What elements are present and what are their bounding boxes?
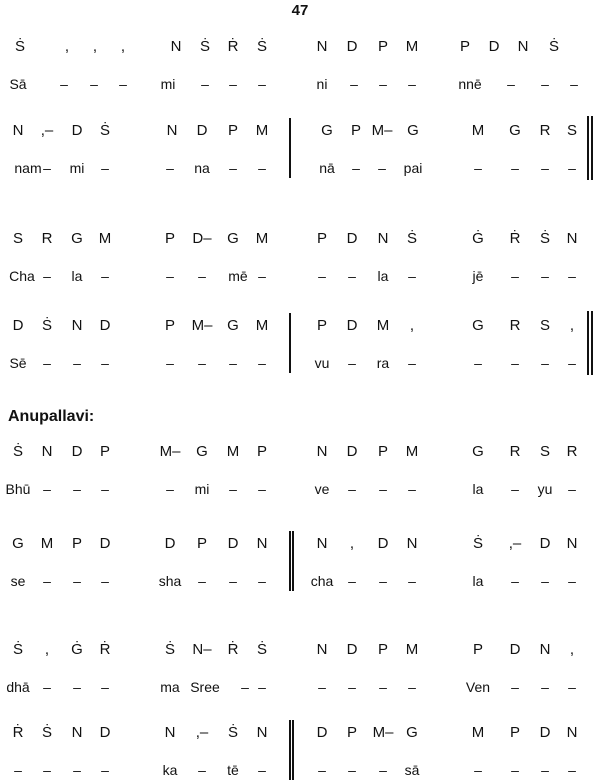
sahitya-syllable: cha (310, 573, 334, 589)
swara-note: , (569, 641, 575, 658)
sahitya-syllable: mi (194, 481, 210, 497)
sahitya-syllable: – (474, 762, 482, 778)
swara-note: G (472, 317, 484, 334)
sahitya-syllable: – (379, 762, 387, 778)
sahitya-syllable: – (570, 76, 578, 92)
swara-note: G (321, 122, 333, 139)
sahitya-syllable: Sree (190, 679, 220, 695)
swara-note: N (71, 317, 83, 334)
swara-note: G (509, 122, 521, 139)
sahitya-syllable: – (541, 268, 549, 284)
sahitya-syllable: – (101, 355, 109, 371)
sahitya-syllable: – (73, 481, 81, 497)
swara-note: N (316, 38, 328, 55)
sahitya-syllable: – (101, 160, 109, 176)
swara-note: D (488, 38, 500, 55)
swara-note: Ṙ (99, 641, 111, 658)
sahitya-syllable: la (472, 573, 484, 589)
sahitya-syllable: la (472, 481, 484, 497)
swara-note: M– (191, 317, 213, 334)
notation-line (0, 38, 600, 98)
swara-note: D (346, 38, 358, 55)
sahitya-syllable: – (474, 160, 482, 176)
notation-line (0, 122, 600, 182)
swara-note: P (99, 443, 110, 460)
sahitya-syllable: – (43, 355, 51, 371)
swara-note: ,– (508, 535, 522, 552)
sahitya-syllable: – (541, 160, 549, 176)
swara-note: M (40, 535, 54, 552)
sahitya-syllable: – (408, 481, 416, 497)
sahitya-syllable: ve (314, 481, 330, 497)
sahitya-syllable: vu (314, 355, 330, 371)
swara-note: M (471, 122, 485, 139)
swara-note: M– (371, 122, 393, 139)
swara-note: P (472, 641, 483, 658)
sahitya-syllable: – (379, 481, 387, 497)
sahitya-syllable: – (166, 355, 174, 371)
sahitya-syllable: – (90, 76, 98, 92)
sahitya-syllable: ma (160, 679, 180, 695)
swara-note: N (566, 724, 578, 741)
swara-note: , (409, 317, 415, 334)
sahitya-syllable: – (348, 481, 356, 497)
swara-note: Ṡ (256, 641, 267, 658)
sahitya-syllable: – (318, 762, 326, 778)
sahitya-syllable: – (511, 679, 519, 695)
swara-note: D (509, 641, 521, 658)
sahitya-syllable: Cha (9, 268, 35, 284)
swara-note: D (227, 535, 239, 552)
sahitya-syllable: – (568, 160, 576, 176)
swara-note: N (566, 230, 578, 247)
swara-note: R (539, 122, 551, 139)
sahitya-syllable: – (511, 355, 519, 371)
sahitya-syllable: – (408, 573, 416, 589)
swara-note: D (539, 535, 551, 552)
sahitya-syllable: – (511, 762, 519, 778)
sahitya-syllable: – (198, 355, 206, 371)
swara-note: N (406, 535, 418, 552)
swara-note: G (406, 724, 418, 741)
sahitya-syllable: nnē (458, 76, 482, 92)
sahitya-syllable: – (101, 573, 109, 589)
swara-note: R (41, 230, 53, 247)
swara-note: N (316, 535, 328, 552)
sahitya-syllable: – (198, 268, 206, 284)
swara-note: N (164, 724, 176, 741)
swara-note: D (539, 724, 551, 741)
sahitya-syllable: – (511, 573, 519, 589)
swara-note: N (12, 122, 24, 139)
sahitya-syllable: – (229, 481, 237, 497)
swara-note: P (377, 38, 388, 55)
swara-note: N (170, 38, 182, 55)
swara-note: M (255, 122, 269, 139)
sahitya-syllable: nam (14, 160, 42, 176)
swara-note: P (459, 38, 470, 55)
swara-note: Ṡ (539, 230, 550, 247)
sahitya-syllable: – (348, 573, 356, 589)
sahitya-syllable: – (348, 268, 356, 284)
sahitya-syllable: la (71, 268, 83, 284)
sahitya-syllable: sā (404, 762, 420, 778)
sahitya-syllable: Sā (9, 76, 27, 92)
sahitya-syllable: – (350, 76, 358, 92)
sahitya-syllable: – (101, 762, 109, 778)
swara-note: N (41, 443, 53, 460)
swara-note: G (227, 317, 239, 334)
swara-note: , (64, 38, 70, 55)
sahitya-syllable: – (352, 160, 360, 176)
end-double-bar (587, 311, 593, 375)
sahitya-syllable: – (568, 481, 576, 497)
swara-note: Ṙ (227, 38, 239, 55)
sahitya-syllable: – (258, 160, 266, 176)
sahitya-syllable: mi (69, 160, 85, 176)
swara-note: , (44, 641, 50, 658)
swara-note: D (377, 535, 389, 552)
sahitya-syllable: ni (316, 76, 328, 92)
sahitya-syllable: nā (319, 160, 335, 176)
sahitya-syllable: – (101, 679, 109, 695)
swara-note: P (377, 443, 388, 460)
swara-note: Ṡ (41, 724, 52, 741)
swara-note: Ṡ (472, 535, 483, 552)
swara-note: , (92, 38, 98, 55)
swara-note: Ṡ (227, 724, 238, 741)
swara-note: G (12, 535, 24, 552)
swara-note: N (539, 641, 551, 658)
sahitya-syllable: – (511, 268, 519, 284)
sahitya-syllable: jē (472, 268, 484, 284)
sahitya-syllable: Ven (465, 679, 491, 695)
sahitya-syllable: – (166, 160, 174, 176)
sahitya-syllable: – (568, 679, 576, 695)
swara-note: P (196, 535, 207, 552)
swara-note: N (166, 122, 178, 139)
sahitya-syllable: – (379, 679, 387, 695)
sahitya-syllable: – (119, 76, 127, 92)
swara-note: R (509, 443, 521, 460)
sahitya-syllable: – (348, 679, 356, 695)
swara-note: P (377, 641, 388, 658)
swara-note: D (346, 443, 358, 460)
sahitya-syllable: – (568, 573, 576, 589)
notation-line (0, 535, 600, 595)
swara-note: R (509, 317, 521, 334)
swara-note: M (405, 443, 419, 460)
avartanam-bar (292, 531, 294, 591)
avartanam-bar (289, 313, 291, 373)
swara-note: P (256, 443, 267, 460)
swara-note: P (346, 724, 357, 741)
sahitya-syllable: – (541, 762, 549, 778)
sahitya-syllable: – (229, 76, 237, 92)
sahitya-syllable: – (229, 160, 237, 176)
sahitya-syllable: yu (537, 481, 553, 497)
sahitya-syllable: – (408, 76, 416, 92)
swara-note: D (346, 230, 358, 247)
notation-line (0, 230, 600, 290)
sahitya-syllable: – (474, 355, 482, 371)
swara-note: Ṡ (164, 641, 175, 658)
swara-note: M (226, 443, 240, 460)
sahitya-syllable: – (229, 573, 237, 589)
swara-note: D (99, 535, 111, 552)
swara-note: D (164, 535, 176, 552)
swara-note: D (99, 317, 111, 334)
swara-note: P (164, 230, 175, 247)
swara-note: , (569, 317, 575, 334)
swara-note: N (256, 724, 268, 741)
sahitya-syllable: – (43, 481, 51, 497)
swara-note: N (316, 641, 328, 658)
swara-note: Ṡ (41, 317, 52, 334)
sahitya-syllable: – (73, 679, 81, 695)
swara-note: Ṙ (509, 230, 521, 247)
sahitya-syllable: Sē (9, 355, 27, 371)
sahitya-syllable: – (258, 573, 266, 589)
swara-note: D (71, 122, 83, 139)
sahitya-syllable: ra (376, 355, 390, 371)
swara-note: S (539, 317, 550, 334)
swara-note: Ġ (71, 641, 83, 658)
swara-note: N (566, 535, 578, 552)
notation-line (0, 443, 600, 503)
sahitya-syllable: – (258, 679, 266, 695)
swara-note: P (71, 535, 82, 552)
swara-note: G (407, 122, 419, 139)
swara-note: M (376, 317, 390, 334)
section-heading: Anupallavi: (8, 408, 95, 425)
sahitya-syllable: – (348, 355, 356, 371)
sahitya-syllable: – (318, 268, 326, 284)
swara-note: D (71, 443, 83, 460)
sahitya-syllable: – (258, 481, 266, 497)
swara-note: M (405, 38, 419, 55)
sahitya-syllable: – (43, 160, 51, 176)
swara-note: , (120, 38, 126, 55)
sahitya-syllable: – (568, 268, 576, 284)
swara-note: M– (372, 724, 394, 741)
sahitya-syllable: – (198, 762, 206, 778)
swara-note: D– (192, 230, 212, 247)
swara-note: S (566, 122, 577, 139)
swara-note: Ṙ (12, 724, 24, 741)
swara-note: G (71, 230, 83, 247)
sahitya-syllable: – (166, 268, 174, 284)
sahitya-syllable: – (378, 160, 386, 176)
end-double-bar (587, 116, 593, 180)
swara-note: D (196, 122, 208, 139)
sahitya-syllable: – (541, 573, 549, 589)
sahitya-syllable: – (379, 76, 387, 92)
swara-note: Ṡ (548, 38, 559, 55)
sahitya-syllable: mē (228, 268, 248, 284)
sahitya-syllable: – (166, 481, 174, 497)
swara-note: Ṡ (14, 38, 25, 55)
sahitya-syllable: – (73, 573, 81, 589)
notation-line (0, 317, 600, 377)
swara-note: P (164, 317, 175, 334)
sahitya-syllable: – (568, 762, 576, 778)
swara-note: M (98, 230, 112, 247)
swara-note: S (539, 443, 550, 460)
sahitya-syllable: se (10, 573, 26, 589)
sahitya-syllable: – (408, 679, 416, 695)
swara-note: , (349, 535, 355, 552)
sahitya-syllable: – (14, 762, 22, 778)
swara-note: D (346, 317, 358, 334)
sahitya-syllable: – (241, 679, 249, 695)
sahitya-syllable: dhā (6, 679, 30, 695)
swara-note: M (471, 724, 485, 741)
sahitya-syllable: – (258, 76, 266, 92)
sahitya-syllable: Bhū (5, 481, 31, 497)
notation-line (0, 724, 600, 784)
sahitya-syllable: – (60, 76, 68, 92)
avartanam-bar (289, 118, 291, 178)
sahitya-syllable: – (541, 76, 549, 92)
sahitya-syllable: – (101, 268, 109, 284)
sahitya-syllable: – (101, 481, 109, 497)
swara-note: D (99, 724, 111, 741)
swara-note: Ṡ (256, 38, 267, 55)
sahitya-syllable: – (511, 160, 519, 176)
sahitya-syllable: na (194, 160, 210, 176)
swara-note: M (405, 641, 419, 658)
swara-note: M– (159, 443, 181, 460)
sahitya-syllable: – (568, 355, 576, 371)
page-number: 47 (291, 2, 309, 19)
swara-note: G (472, 443, 484, 460)
swara-note: N (71, 724, 83, 741)
swara-note: G (196, 443, 208, 460)
swara-note: Ġ (472, 230, 484, 247)
swara-note: N (517, 38, 529, 55)
sahitya-syllable: la (377, 268, 389, 284)
sahitya-syllable: – (541, 679, 549, 695)
sahitya-syllable: – (507, 76, 515, 92)
swara-note: S (12, 230, 23, 247)
sahitya-syllable: – (43, 268, 51, 284)
sahitya-syllable: – (198, 573, 206, 589)
swara-note: P (316, 317, 327, 334)
sahitya-syllable: – (541, 355, 549, 371)
swara-note: R (566, 443, 578, 460)
swara-note: N– (192, 641, 212, 658)
swara-note: ,– (40, 122, 54, 139)
swara-note: P (509, 724, 520, 741)
sahitya-syllable: – (258, 762, 266, 778)
avartanam-bar (289, 720, 291, 780)
sahitya-syllable: ka (162, 762, 178, 778)
notation-line (0, 641, 600, 701)
swara-note: M (255, 317, 269, 334)
sahitya-syllable: – (511, 481, 519, 497)
swara-note: Ṡ (12, 443, 23, 460)
sahitya-syllable: – (201, 76, 209, 92)
avartanam-bar (292, 720, 294, 780)
sahitya-syllable: – (73, 355, 81, 371)
swara-note: N (377, 230, 389, 247)
swara-note: M (255, 230, 269, 247)
sahitya-syllable: – (348, 762, 356, 778)
sahitya-syllable: – (408, 268, 416, 284)
swara-note: D (346, 641, 358, 658)
sahitya-syllable: tē (227, 762, 239, 778)
swara-note: Ṡ (199, 38, 210, 55)
sahitya-syllable: – (408, 355, 416, 371)
sahitya-syllable: – (73, 762, 81, 778)
sahitya-syllable: – (43, 573, 51, 589)
swara-note: N (316, 443, 328, 460)
swara-note: Ṙ (227, 641, 239, 658)
swara-note: P (350, 122, 361, 139)
sahitya-syllable: mi (160, 76, 176, 92)
swara-note: Ṡ (12, 641, 23, 658)
swara-note: P (227, 122, 238, 139)
avartanam-bar (289, 531, 291, 591)
sahitya-syllable: – (229, 355, 237, 371)
sahitya-syllable: – (43, 679, 51, 695)
swara-note: Ṡ (406, 230, 417, 247)
sahitya-syllable: – (258, 268, 266, 284)
sahitya-syllable: sha (158, 573, 182, 589)
sahitya-syllable: – (258, 355, 266, 371)
sahitya-syllable: pai (403, 160, 423, 176)
swara-note: ,– (195, 724, 209, 741)
sahitya-syllable: – (318, 679, 326, 695)
swara-note: D (316, 724, 328, 741)
sahitya-syllable: – (379, 573, 387, 589)
sahitya-syllable: – (43, 762, 51, 778)
swara-note: D (12, 317, 24, 334)
swara-note: N (256, 535, 268, 552)
swara-note: P (316, 230, 327, 247)
swara-note: G (227, 230, 239, 247)
swara-note: Ṡ (99, 122, 110, 139)
